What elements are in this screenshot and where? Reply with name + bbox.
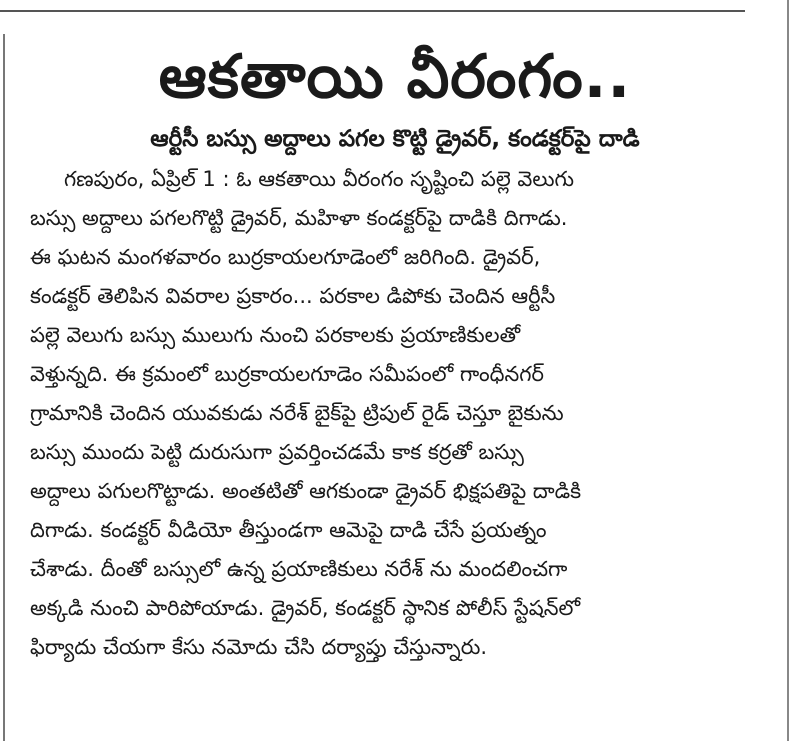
article-subheadline: ఆర్టీసీ బస్సు అద్దాలు పగల కొట్టి డ్రైవర్, కండక్టర్‌పై దాడి bbox=[150, 126, 640, 152]
body-line: పల్లె వెలుగు బస్సు ములుగు నుంచి పరకాలకు ప్రయాణికులతో bbox=[30, 323, 521, 347]
body-line: అక్కడి నుంచి పారిపోయాడు. డ్రైవర్, కండక్టర్ స్థానిక పోలీస్ స్టేషన్‌లో bbox=[30, 596, 581, 620]
body-line: వెళ్తున్నది. ఈ క్రమంలో బుర్రకాయలగూడెం సమీపంలో గాంధీనగర్ bbox=[30, 362, 544, 386]
body-line: దిగాడు. కండక్టర్ వీడియో తీస్తుండగా ఆమెపై దాడి చేసే ప్రయత్నం bbox=[30, 518, 547, 542]
body-line: కండక్టర్ తెలిపిన వివరాల ప్రకారం... పరకాల డిపోకు చెందిన ఆర్టీసీ bbox=[30, 284, 556, 308]
body-line: గణపురం, ఏప్రిల్ 1 : ఓ ఆకతాయి వీరంగం సృష్టించి పల్లె వెలుగు bbox=[64, 167, 574, 191]
top-column-rule bbox=[0, 10, 745, 12]
article-headline: ఆకతాయి వీరంగం.. bbox=[158, 42, 632, 112]
left-column-rule bbox=[3, 34, 5, 741]
body-line: బస్సు అద్దాలు పగలగొట్టి డ్రైవర్, మహిళా కండక్టర్‌పై దాడికి దిగాడు. bbox=[30, 206, 568, 230]
news-article bbox=[30, 40, 760, 667]
body-line: అద్దాలు పగులగొట్టాడు. అంతటితో ఆగకుండా డ్రైవర్ భిక్షపతిపై దాడికి bbox=[30, 479, 582, 503]
body-line: గ్రామానికి చెందిన యువకుడు నరేశ్ బైక్‌పై ట్రిపుల్ రైడ్ చెస్తూ బైకును bbox=[30, 401, 564, 425]
article-body bbox=[30, 160, 760, 667]
right-column-rule bbox=[787, 0, 789, 741]
body-line: చేశాడు. దీంతో బస్సులో ఉన్న ప్రయాణికులు నరేశ్ ను మందలించగా bbox=[30, 557, 568, 581]
body-line: ఈ ఘటన మంగళవారం బుర్రకాయలగూడెంలో జరిగింది. డ్రైవర్, bbox=[30, 245, 541, 269]
body-line: బస్సు ముందు పెట్టి దురుసుగా ప్రవర్తించడమే కాక కర్రతో బస్సు bbox=[30, 440, 524, 464]
body-line: ఫిర్యాదు చేయగా కేసు నమోదు చేసి దర్యాప్తు చేస్తున్నారు. bbox=[30, 635, 488, 659]
